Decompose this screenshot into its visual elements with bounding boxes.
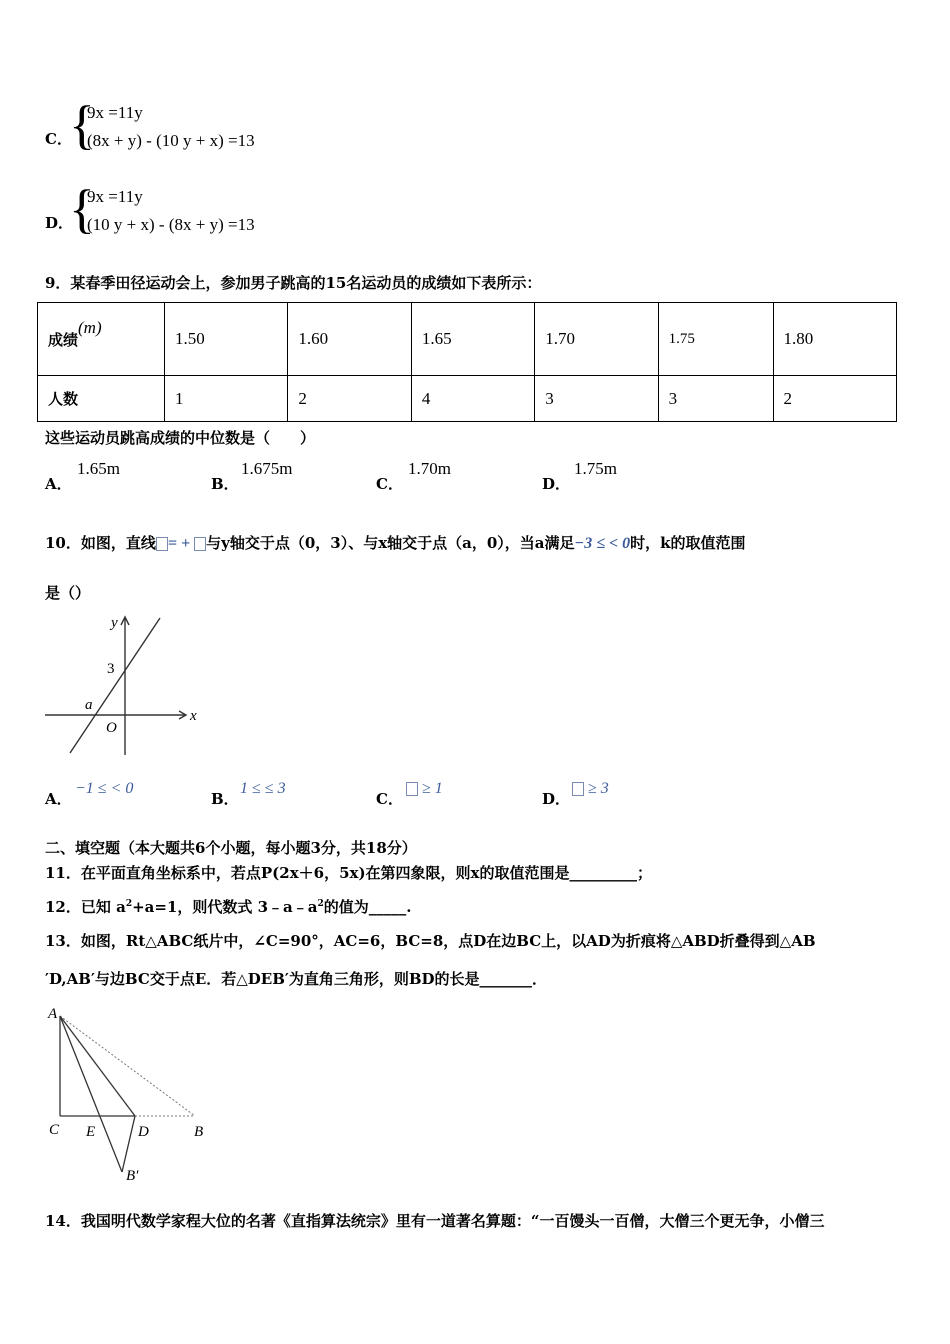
q12-part-c: 的值为_____.	[323, 898, 412, 916]
side-db-prime	[122, 1116, 135, 1172]
option-d-eq1: 9x =11y	[87, 187, 143, 206]
option-c-label: C．	[45, 130, 72, 148]
q10-condition: −3 ≤ < 0	[574, 535, 631, 552]
label-c: C	[49, 1122, 60, 1138]
count-cell: 2	[773, 376, 896, 422]
q9-option-d-value: 1.75m	[574, 459, 617, 478]
q13-figure	[40, 1000, 220, 1190]
q10-formula	[156, 535, 206, 552]
q14-text: 14．我国明代数学家程大位的名著《直指算法统宗》里有一道著名算题：“一百馒头一百僧，大僧三个更无争，小僧三	[45, 1212, 825, 1230]
q12-text	[45, 896, 412, 917]
q10-text-d: 是（）	[45, 584, 91, 602]
label-e: E	[86, 1124, 96, 1140]
three-label: 3	[107, 661, 115, 677]
score-header	[38, 303, 165, 376]
q9-option-a-label: A．	[45, 475, 72, 493]
q10-option-a-value	[75, 780, 133, 798]
count-cell: 4	[411, 376, 534, 422]
score-cell: 1.70	[535, 303, 658, 376]
q9-option-a-value: 1.65m	[77, 459, 120, 478]
origin-label: O	[106, 720, 117, 736]
option-d-eq2: (10 y + x) - (8x + y) =13	[87, 215, 255, 234]
y-label: y	[111, 615, 118, 631]
score-cell: 1.80	[773, 303, 896, 376]
score-cell: 1.75	[658, 303, 773, 376]
q10-option-c-value	[406, 780, 443, 798]
count-header: 人数	[38, 376, 165, 422]
label-b: B	[194, 1124, 204, 1140]
score-table	[37, 302, 897, 422]
q10-text	[45, 532, 746, 553]
count-cell: 3	[535, 376, 658, 422]
x-label: x	[190, 708, 197, 724]
q10-option-c-label: C．	[376, 790, 403, 808]
q10-formula-text: = +	[167, 535, 195, 552]
q9-option-c-value: 1.70m	[408, 459, 451, 478]
count-cell: 1	[165, 376, 288, 422]
q10-option-d-label: D．	[542, 790, 571, 808]
label-a: A	[48, 1006, 58, 1022]
score-header-label: 成绩	[48, 330, 79, 349]
q10-graph	[40, 610, 210, 760]
brace-d: {	[69, 179, 95, 239]
q10-option-d-value	[572, 780, 609, 798]
q9-option-b-value: 1.675m	[241, 459, 293, 478]
q10-option-c-text: ≥ 1	[422, 780, 443, 797]
score-cell: 1.65	[411, 303, 534, 376]
q10-option-b-value	[240, 780, 286, 798]
table-row	[38, 376, 897, 422]
q9-text: 9．某春季田径运动会上，参加男子跳高的15名运动员的成绩如下表所示：	[45, 274, 542, 292]
brace-c: {	[69, 95, 95, 155]
q12-sup-2: 2	[317, 899, 324, 909]
q12-part-a: 12．已知 a	[45, 898, 126, 916]
q12-part-b: +a=1，则代数式 3﹣a﹣a	[132, 898, 318, 916]
q11-text: 11．在平面直角坐标系中，若点P(2x＋6，5x)在第四象限，则x的取值范围是_________；	[45, 864, 652, 882]
q9-question: 这些运动员跳高成绩的中位数是（ ）	[45, 429, 316, 447]
q13-line2: ′D,AB′与边BC交于点E．若△DEB′为直角三角形，则BD的长是_______．	[45, 970, 548, 988]
table-row	[38, 303, 897, 376]
fold-ad	[60, 1016, 135, 1116]
q10-option-b-label: B．	[211, 790, 239, 808]
option-c-eq1: 9x =11y	[87, 103, 143, 122]
count-cell: 2	[288, 376, 411, 422]
q9-option-c-label: C．	[376, 475, 403, 493]
option-c-eq2: (8x + y) - (10 y + x) =13	[87, 131, 255, 150]
score-cell: 1.50	[165, 303, 288, 376]
option-d-label: D．	[45, 214, 74, 232]
side-ab-prime	[60, 1016, 122, 1172]
section-title: 二、填空题（本大题共6个小题，每小题3分，共18分）	[45, 839, 417, 857]
q9-option-b-label: B．	[211, 475, 239, 493]
count-cell: 3	[658, 376, 773, 422]
a-label: a	[85, 697, 93, 713]
q10-text-c: 时，k的取值范围	[630, 534, 746, 552]
q10-text-b: 与y轴交于点（0，3）、与x轴交于点（a，0），当a满足	[206, 534, 575, 552]
q9-option-d-label: D．	[542, 475, 571, 493]
label-b-prime: B′	[126, 1168, 139, 1184]
q12-sup-1: 2	[125, 899, 133, 909]
unit-label: (m)	[78, 317, 102, 337]
score-cell: 1.60	[288, 303, 411, 376]
q10-option-b-text: 1 ≤ ≤ 3	[240, 780, 286, 797]
q10-option-a-text: −1 ≤ < 0	[75, 780, 134, 797]
q13-line1: 13．如图，Rt△ABC纸片中，∠C=90°，AC=6，BC=8，点D在边BC上，以AD为折痕将△ABD折叠得到△AB	[45, 932, 816, 950]
label-d: D	[138, 1124, 149, 1140]
q10-option-a-label: A．	[45, 790, 72, 808]
q10-text-a: 10．如图，直线	[45, 534, 156, 552]
q10-option-d-text: ≥ 3	[588, 780, 609, 797]
